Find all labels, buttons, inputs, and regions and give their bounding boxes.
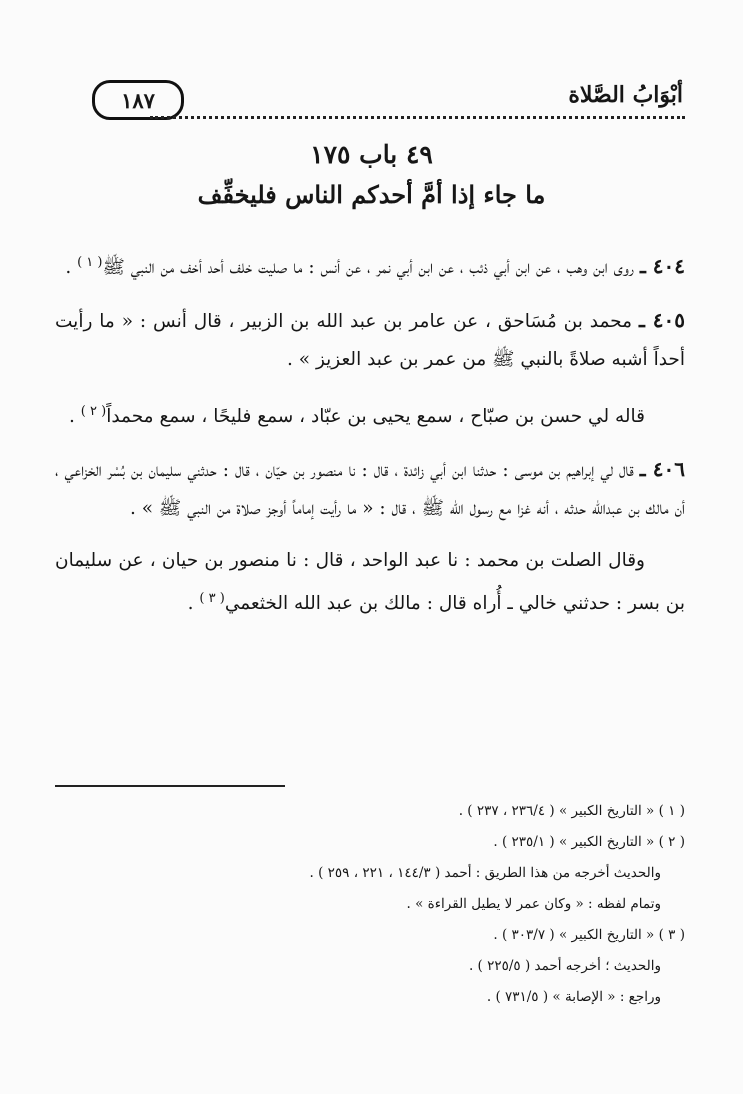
chapter-title: ما جاء إذا أمَّ أحدكم الناس فليخفِّف — [197, 180, 546, 209]
page-number: ١٨٧ — [92, 80, 184, 120]
footnote: ( ٣ ) « التاريخ الكبير » ( ٣٠٣/٧ ) . — [493, 927, 685, 943]
footnote-continuation: وتمام لفظه : « وكان عمر لا يطيل القراءة » . — [406, 896, 661, 912]
main-text — [55, 244, 685, 637]
header-divider — [150, 116, 685, 119]
hadith-text: محمد بن مُسَاحق ، عن عامر بن عبد الله بن الزبير ، قال أنس : « ما رأيت أحداً أشبه صلاةً بالنبي ﷺ من عمر بن عبد العزيز » . — [55, 311, 685, 371]
chain-text: وقال الصلت بن محمد : نا عبد الواحد ، قال : نا منصور بن حيان ، عن سليمان بن بسر : حدثني خالي ـ أُراه قال : مالك بن عبد الله الخثعمي — [55, 550, 685, 615]
hadith-405 — [55, 301, 685, 379]
hadith-tail: . — [65, 257, 78, 279]
footnote-continuation: والحديث ؛ أخرجه أحمد ( ٢٢٥/٥ ) . — [468, 958, 661, 974]
footnote-continuation: والحديث أخرجه من هذا الطريق : أحمد ( ١٤٤/٣ ، ٢٢١ ، ٢٥٩ ) . — [309, 865, 661, 881]
footnote-continuation: وراجع : « الإصابة » ( ٧٣١/٥ ) . — [486, 989, 661, 1005]
footnote-ref: ( ١ ) — [77, 255, 103, 270]
chain-note — [55, 393, 685, 436]
chapter-number: ٤٩ باب ١٧٥ — [310, 140, 433, 169]
footnote: ( ١ ) « التاريخ الكبير » ( ٢٣٦/٤ ، ٢٣٧ ) . — [458, 803, 685, 819]
hadith-number: ٤٠٤ ـ — [639, 254, 685, 279]
chain-tail: . — [187, 593, 200, 615]
footnotes — [55, 796, 685, 1013]
footnote-ref: ( ٢ ) — [80, 404, 107, 420]
hadith-406 — [55, 450, 685, 528]
running-head: أبْوَابُ الصَّلاة — [568, 82, 683, 108]
hadith-number: ٤٠٥ ـ — [638, 308, 685, 333]
footnote-divider — [55, 785, 285, 787]
hadith-text: قال لي إبراهيم بن موسى : حدثنا ابن أبي زائدة ، قال : نا منصور بن حيّان ، قال : حدثني سليمان بن بُسْر الخزاعي ، أن مالك بن عبدالله حدثه ، أنه غزا مع رسول الله ﷺ ، قال : « ما رأيت إماماً أوجز صلاة من النبي ﷺ » . — [55, 460, 685, 520]
footnote: ( ٢ ) « التاريخ الكبير » ( ٢٣٥/١ ) . — [493, 834, 685, 850]
hadith-404 — [55, 244, 685, 287]
chain-tail: . — [69, 406, 81, 428]
hadith-number: ٤٠٦ ـ — [639, 457, 685, 482]
footnote-ref: ( ٣ ) — [199, 591, 225, 607]
hadith-text: روى ابن وهب ، عن ابن أبي ذئب ، عن ابن أبي نمر ، عن أنس : ما صليت خلف أحد أخف من النبي ﷺ — [102, 257, 635, 279]
chain-note — [55, 542, 685, 623]
chain-text: قاله لي حسن بن صبّاح ، سمع يحيى بن عبّاد ، سمع فليحًا ، سمع محمداً — [106, 406, 645, 428]
